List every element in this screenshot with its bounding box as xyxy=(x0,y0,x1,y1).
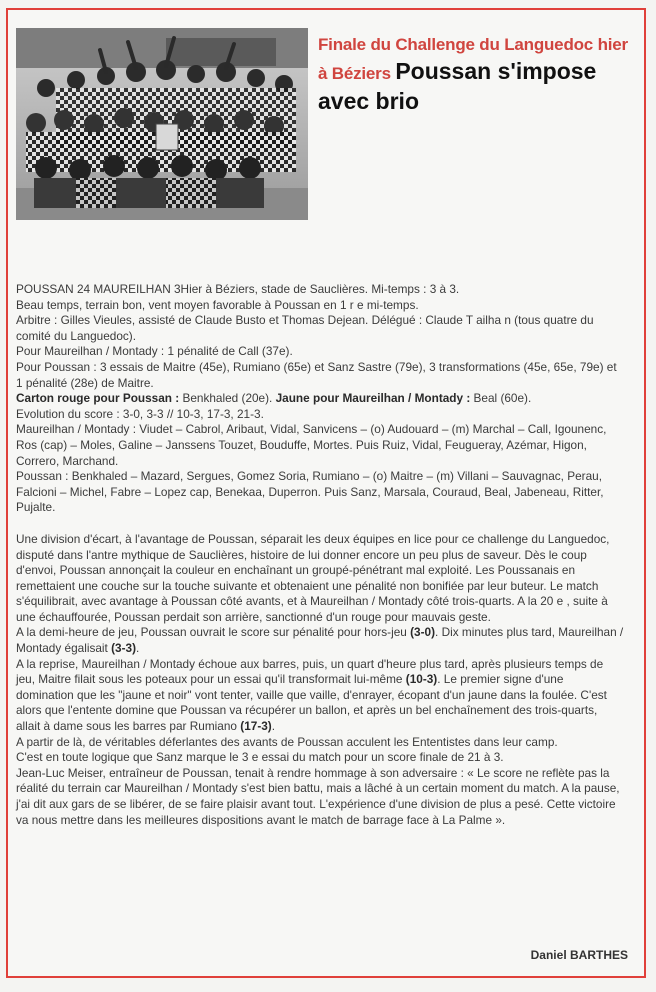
kicker-line-1: Finale du Challenge du Languedoc hier xyxy=(318,35,628,54)
p2-text-b: . Dix minutes plus tard, Maureilhan / Montady égalisait xyxy=(16,625,624,656)
maureilhan-points: Pour Maureilhan / Montady : 1 pénalité de Call (37e). xyxy=(16,344,293,359)
p2-score-2: (3-3) xyxy=(111,641,137,656)
article-body xyxy=(16,282,624,828)
headline-kicker xyxy=(318,32,636,58)
score-evolution: Evolution du score : 3-0, 3-3 // 10-3, 17-3, 21-3. xyxy=(16,406,264,421)
p3-text-b: . Le premier signe d'une domination que les "jaune et noir" vont tenter, vaille que vaille, d'enrayer, écopant d'un jaune dans la foulée. C'est alors que l'entente domine que Poussan va récupérer un ballon, et après un bel enchaînement des trois-quarts, allait à dame sous les barres par Rumiano xyxy=(16,672,607,734)
headline-title-part-1: Poussan s'impose xyxy=(395,58,597,84)
p3-text-c: . xyxy=(271,719,276,734)
p2-score-1: (3-0) xyxy=(410,625,436,640)
weather-line: Beau temps, terrain bon, vent moyen favorable à Poussan en 1 r e mi-temps. xyxy=(16,297,419,312)
article-paragraph-6: Jean-Luc Meiser, entraîneur de Poussan, tenait à rendre hommage à son adversaire : « Le score ne reflète pas la réalité du terrain car Maureilhan / Montady s'est bien battu, mais a lâché à un certain moment du match. A la pause, j'ai dit aux gars de se libérer, de se faire plaisir avant tout. L'expérience d'une division de plus a pesé. Cette victoire va nous mettre dans les meilleures dispositions avant le match de barrage face à La Palme ». xyxy=(16,765,620,827)
red-card-value: Benkhaled (20e). xyxy=(179,391,276,406)
article-paragraph-4: A partir de là, de véritables déferlantes des avants de Poussan acculent les Ententistes dans leur camp. xyxy=(16,734,558,749)
article-paragraph-3 xyxy=(16,657,624,735)
headline xyxy=(318,32,636,114)
team-photo xyxy=(16,28,308,220)
headline-title-part-2: avec brio xyxy=(318,88,419,114)
yellow-card-value: Beal (60e). xyxy=(470,391,532,406)
article-paragraph-5: C'est en toute logique que Sanz marque le 3 e essai du match pour un score finale de 21 à 3. xyxy=(16,750,504,765)
red-card-label: Carton rouge pour Poussan : xyxy=(16,391,180,406)
cards-line xyxy=(16,391,624,407)
maureilhan-lineup: Maureilhan / Montady : Viudet – Cabrol, Aribaut, Vidal, Sanvicens – (o) Audouard – (m) Marchal – Call, Igounenc, Ros (cap) – Moles, Galine – Janssens Touzet, Bouduffe, Mortes. Puis Ruiz, Vidal, Feugueray, Azémar, Higon, Correro, Marchand. xyxy=(16,422,607,468)
p3-text-a: A la reprise, Maureilhan / Montady échoue aux barres, puis, un quart d'heure plus tard, après plusieurs temps de jeu, Maitre filait sous les poteaux pour un essai qu'il transformait lui-même xyxy=(16,656,604,687)
p2-text-c: . xyxy=(136,641,140,656)
article-paragraph-1: Une division d'écart, à l'avantage de Poussan, séparait les deux équipes en lice pour ce challenge du Languedoc, disputé dans l'antre mythique de Sauclières, histoire de lui donner encore un peu plus de saveur. Dès le coup d'envoi, Poussan annonçait la couleur en enchaînant un groupé-pénétrant mal exploité. Les Poussanais en remettaient une couche sur la touche suivante et obtenaient une pénalité non bonifiée par leur buteur. Le match s'équilibrait, avec avantage à Poussan côté avants, et à Maureilhan / Montady côté trois-quarts. A la 20 e , suite à une échauffourée, Poussan perdait son arrière, sanctionné d'un rouge pour mauvais geste. xyxy=(16,531,610,624)
yellow-card-label: Jaune pour Maureilhan / Montady : xyxy=(275,391,471,406)
poussan-points: Pour Poussan : 3 essais de Maitre (45e), Rumiano (65e) et Sanz Sastre (79e), 3 transformations (45e, 65e, 79e) et 1 pénalité (28e) de Maitre. xyxy=(16,359,617,390)
officials-line: Arbitre : Gilles Vieules, assisté de Claude Busto et Thomas Dejean. Délégué : Claude T ailha n (tous quatre du comité du Languedoc). xyxy=(16,313,594,343)
poussan-lineup: Poussan : Benkhaled – Mazard, Sergues, Gomez Soria, Rumiano – (o) Maitre – (m) Villani – Sauvagnac, Perau, Falcioni – Michel, Fabre – Lopez cap, Benekaa, Duperron. Puis Sanz, Marsala, Couraud, Beal, Jabeneau, Ritter, Pujalte. xyxy=(16,469,604,515)
kicker-line-2: à Béziers xyxy=(318,64,391,83)
p3-score-1: (10-3) xyxy=(405,672,438,687)
p3-score-2: (17-3) xyxy=(240,719,272,734)
author-signature: Daniel BARTHES xyxy=(530,948,628,962)
article-paragraph-2 xyxy=(16,625,624,656)
p2-text-a: A la demi-heure de jeu, Poussan ouvrait le score sur pénalité pour hors-jeu xyxy=(16,625,411,640)
team-celebration-image xyxy=(16,28,308,220)
score-line: POUSSAN 24 MAUREILHAN 3Hier à Béziers, stade de Sauclières. Mi-temps : 3 à 3. xyxy=(16,282,460,296)
